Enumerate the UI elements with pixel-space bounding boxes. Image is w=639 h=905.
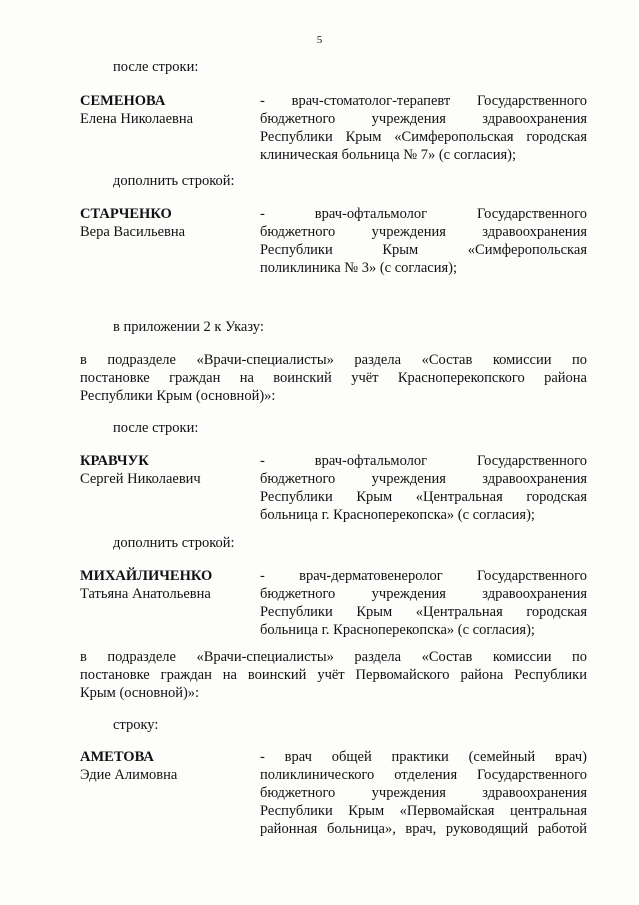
description-line: бюджетного учреждения здравоохранения [260, 111, 587, 127]
entry-given-name: Сергей Николаевич [80, 471, 201, 487]
description-line: - врач-дерматовенеролог Государственного [260, 568, 587, 584]
description-line: бюджетного учреждения здравоохранения [260, 471, 587, 487]
entry-description [260, 452, 587, 524]
entry-surname: СТАРЧЕНКО [80, 206, 172, 222]
entry-description [260, 748, 587, 838]
description-line: больница г. Красноперекопска» (с согласия); [260, 622, 535, 638]
description-line: бюджетного учреждения здравоохранения [260, 785, 587, 801]
paragraph-after-line: после строки: [113, 420, 199, 436]
entry-given-name: Татьяна Анатольевна [80, 586, 211, 602]
entry-semenova [80, 92, 587, 163]
paragraph-subsection-line: постановке граждан на воинский учёт Красноперекопского района [80, 370, 587, 386]
description-line: - врач-офтальмолог Государственного [260, 453, 587, 469]
page-number: 5 [316, 34, 323, 46]
description-line: - врач-стоматолог-терапевт Государственного [260, 93, 587, 109]
description-line: Республики Крым «Симферопольская городская [260, 129, 587, 145]
entry-given-name: Эдие Алимовна [80, 767, 178, 783]
description-line: поликлиника № 3» (с согласия); [260, 260, 458, 276]
entry-description [260, 205, 587, 277]
paragraph-add-line: дополнить строкой: [113, 173, 235, 189]
paragraph-appendix-2: в приложении 2 к Указу: [113, 319, 264, 335]
entry-description [260, 567, 587, 639]
paragraph-subsection-line: Республики Крым (основной)»: [80, 388, 276, 404]
paragraph-after-line: после строки: [113, 59, 199, 75]
description-line: клиническая больница № 7» (с согласия); [260, 147, 517, 163]
description-line: - врач-офтальмолог Государственного [260, 206, 587, 222]
entry-surname: СЕМЕНОВА [80, 93, 166, 109]
entry-ametova [80, 748, 587, 837]
entry-surname: АМЕТОВА [80, 749, 154, 765]
paragraph-add-line: дополнить строкой: [113, 535, 235, 551]
entry-surname: КРАВЧУК [80, 453, 149, 469]
description-line: Республики Крым «Центральная городская [260, 604, 587, 620]
paragraph-subsection-line: в подразделе «Врачи-специалисты» раздела «Состав комиссии по [80, 649, 587, 665]
entry-description [260, 92, 587, 164]
description-line: больница г. Красноперекопска» (с согласия); [260, 507, 535, 523]
description-line: районная больница», врач, руководящий работой [260, 821, 587, 837]
entry-starchenko [80, 205, 587, 276]
entry-surname: МИХАЙЛИЧЕНКО [80, 568, 213, 584]
description-line: - врач общей практики (семейный врач) [260, 749, 587, 765]
entry-mikhailichenko [80, 567, 587, 638]
entry-given-name: Елена Николаевна [80, 111, 194, 127]
entry-given-name: Вера Васильевна [80, 224, 186, 240]
description-line: бюджетного учреждения здравоохранения [260, 224, 587, 240]
paragraph-subsection-line: Крым (основной)»: [80, 685, 200, 701]
paragraph-subsection-line: постановке граждан на воинский учёт Первомайского района Республики [80, 667, 587, 683]
description-line: Республики Крым «Первомайская центральная [260, 803, 587, 819]
description-line: Республики Крым «Центральная городская [260, 489, 587, 505]
entry-kravchuk [80, 452, 587, 523]
description-line: бюджетного учреждения здравоохранения [260, 586, 587, 602]
paragraph-subsection-line: в подразделе «Врачи-специалисты» раздела «Состав комиссии по [80, 352, 587, 368]
description-line: Республики Крым «Симферопольская [260, 242, 587, 258]
paragraph-line-label: строку: [113, 717, 159, 733]
description-line: поликлинического отделения Государственного [260, 767, 587, 783]
